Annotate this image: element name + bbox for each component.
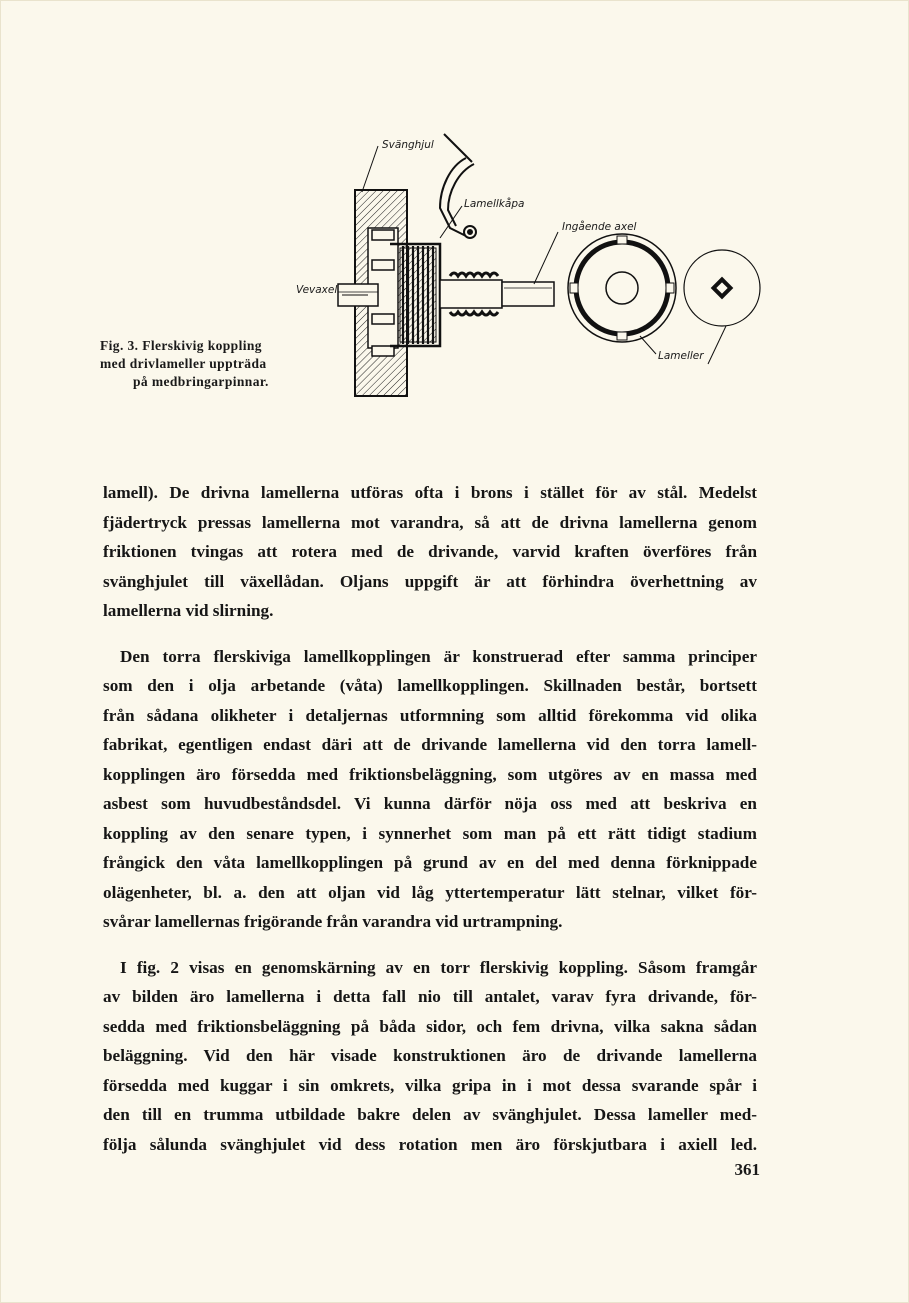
text-line: svårar lamellernas frigörande från varandra vid urtrampning. bbox=[103, 912, 563, 931]
caption-line: med drivlameller uppträda bbox=[100, 356, 267, 371]
text-line: av bilden äro lamellerna i detta fall nio till antalet, varav fyra drivande, för- bbox=[103, 987, 757, 1006]
text-line: friktionen tvingas att rotera med de drivande, varvid kraften överföres från bbox=[103, 542, 757, 561]
text-line: försedda med kuggar i sin omkrets, vilka gripa in i mot dessa svarande spår i bbox=[103, 1075, 757, 1095]
paragraph bbox=[103, 642, 757, 937]
text-line: fjädertryck pressas lamellerna mot varandra, så att de drivna lamellerna genom bbox=[103, 512, 757, 532]
text-line: svänghjulet till växellådan. Oljans uppgift är att förhindra överhettning av bbox=[103, 571, 757, 591]
paragraph bbox=[103, 478, 757, 626]
text-line: som den i olja arbetande (våta) lamellkopplingen. Skillnaden består, bortsett bbox=[103, 676, 757, 695]
figure-caption bbox=[100, 337, 300, 391]
label-vevaxel: Vevaxel bbox=[296, 284, 338, 296]
end-view-disc-outer bbox=[568, 234, 676, 342]
caption-line: Fig. 3. Flerskivig koppling bbox=[100, 338, 262, 353]
text-line: koppling av den senare typen, i synnerhet som man på ett rätt tidigt stadium bbox=[103, 823, 757, 843]
text-line: följa sålunda svänghjulet vid dess rotation men äro förskjutbara i axiell led. bbox=[103, 1134, 757, 1154]
text-line: beläggning. Vid den här visade konstruktionen äro de drivande lamellerna bbox=[103, 1046, 757, 1065]
lamella-stack bbox=[403, 246, 433, 344]
label-ingaende-axel: Ingående axel bbox=[562, 221, 637, 233]
text-line: lamellerna vid slirning. bbox=[103, 601, 274, 620]
label-svanghjul: Svänghjul bbox=[382, 139, 434, 151]
text-line: från sådana olikheter i detaljernas utformning som alltid förekomma vid olika bbox=[103, 705, 757, 725]
clutch-figure bbox=[290, 128, 770, 403]
text-line: Den torra flerskiviga lamellkopplingen är konstruerad efter samma principer bbox=[120, 646, 757, 666]
text-line: olägenheter, bl. a. den att oljan vid låg yttertemperatur lätt stelnar, vilket för- bbox=[103, 882, 757, 902]
label-lamellkapa: Lamellkåpa bbox=[464, 198, 525, 210]
text-line: fabrikat, egentligen endast däri att de drivande lamellerna vid den torra lamell- bbox=[103, 735, 757, 754]
label-lameller: Lameller bbox=[658, 350, 704, 362]
caption-line: på medbringarpinnar. bbox=[133, 374, 269, 389]
text-line: asbest som huvudbeståndsdel. Vi kunna därför nöja oss med att beskriva en bbox=[103, 794, 757, 813]
paragraph bbox=[103, 953, 757, 1160]
text-line: kopplingen äro försedda med friktionsbeläggning, som utgöres av en massa med bbox=[103, 764, 757, 784]
text-line: frångick den våta lamellkopplingen på grund av en del med denna förknippade bbox=[103, 853, 757, 872]
end-view-disc-inner bbox=[684, 250, 760, 326]
page-number: 361 bbox=[734, 1160, 760, 1179]
text-line: sedda med friktionsbeläggning på båda sidor, och fem drivna, vilka sakna sådan bbox=[103, 1016, 757, 1036]
clutch-lever bbox=[440, 134, 476, 238]
text-line: den till en trumma utbildade bakre delen av svänghjulet. Dessa lameller med- bbox=[103, 1105, 757, 1124]
text-line: I fig. 2 visas en genomskärning av en torr flerskivig koppling. Såsom framgår bbox=[120, 957, 757, 977]
spring-and-shaft bbox=[440, 273, 554, 315]
body-text bbox=[103, 478, 757, 1175]
text-line: lamell). De drivna lamellerna utföras ofta i brons i stället för av stål. Medelst bbox=[103, 483, 757, 502]
